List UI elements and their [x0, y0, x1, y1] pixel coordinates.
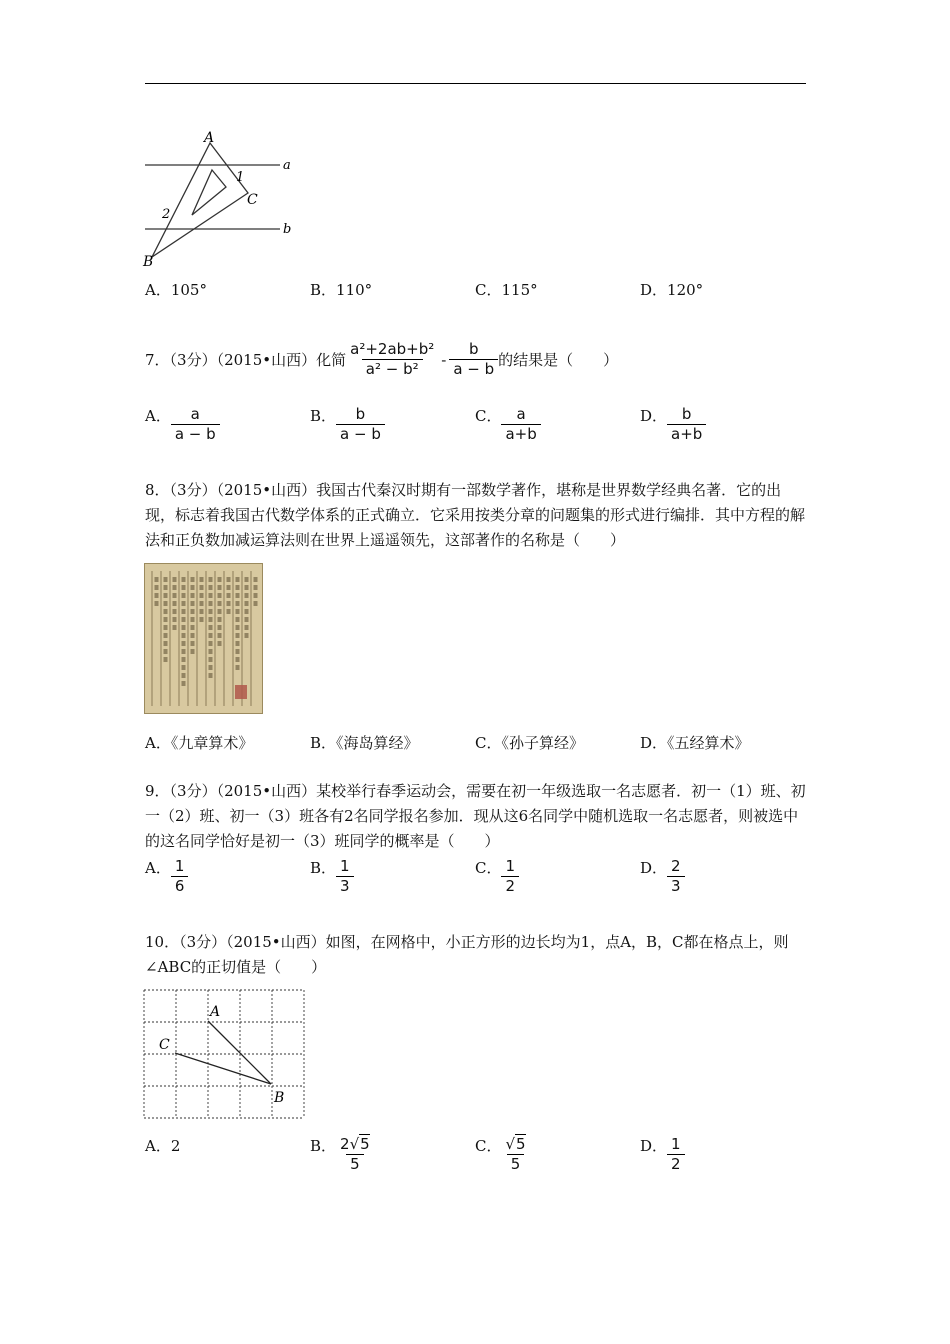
q8-option-b[interactable]: B．《海岛算经》	[310, 734, 419, 752]
q7-fraction-2: $\frac{b}{a - b}$	[449, 340, 498, 379]
set-square-inner	[192, 170, 226, 215]
q6-option-a[interactable]: A．105°	[145, 281, 207, 299]
q10-option-d[interactable]: D． $\frac{1}{2}$	[640, 1135, 685, 1174]
q7-option-a[interactable]: A． $\frac{a}{a - b}$	[145, 405, 220, 444]
set-square-outer	[152, 143, 248, 257]
q8-stem: 8．（3分）（2015•山西）我国古代秦汉时期有一部数学著作，堪称是世界数学经典名著．它的出现，标志着我国古代数学体系的正式确立．它采用按类分章的问题集的形式进行编排．其中方程的解法和正负数加减运算法则在世界上遥遥领先，这部著作的名称是（ ）	[145, 481, 806, 549]
q10-stem: 10．（3分）（2015•山西）如图，在网格中，小正方形的边长均为1，点A，B，C都在格点上，则∠ABC的正切值是（ ）	[145, 933, 789, 976]
q7-option-d[interactable]: D． $\frac{b}{a+b}$	[640, 405, 706, 444]
ancient-book-image	[144, 563, 263, 714]
label-b: b	[283, 222, 292, 237]
q8-option-d[interactable]: D．《五经算术》	[640, 734, 750, 752]
q10-option-a[interactable]: A．2	[145, 1137, 181, 1155]
grid-label-B: B	[274, 1090, 285, 1106]
q10-option-c[interactable]: C． $\frac{√5}{5}$	[475, 1135, 526, 1173]
q6-option-b[interactable]: B．110°	[310, 281, 373, 299]
label-a: a	[283, 158, 291, 173]
label-C: C	[247, 192, 258, 208]
q9-option-a[interactable]: A． $\frac{1}{6}$	[145, 857, 188, 896]
q9-option-b[interactable]: B． $\frac{1}{3}$	[310, 857, 354, 896]
q6-option-c[interactable]: C．115°	[475, 281, 538, 299]
label-angle-2: 2	[162, 207, 171, 222]
label-angle-1: 1	[236, 170, 245, 185]
q7-fraction-1: $\frac{\text{a²+2ab+b²}}{\text{a² − b²}}$	[350, 340, 435, 378]
q6-triangle-figure	[140, 125, 300, 270]
q7-option-c[interactable]: C． $\frac{a}{a+b}$	[475, 405, 541, 444]
q9-option-c[interactable]: C． $\frac{1}{2}$	[475, 857, 519, 896]
q10-grid-figure	[140, 987, 310, 1123]
q10-option-b[interactable]: B． $\frac{2√5}{5}$	[310, 1135, 370, 1173]
q9-option-d[interactable]: D． $\frac{2}{3}$	[640, 857, 685, 896]
grid-label-C: C	[159, 1037, 170, 1053]
q6-option-d[interactable]: D．120°	[640, 281, 704, 299]
label-B: B	[143, 254, 154, 270]
segment-CB	[175, 1053, 271, 1084]
q8-option-a[interactable]: A．《九章算术》	[145, 734, 254, 752]
q8-option-c[interactable]: C．《孙子算经》	[475, 734, 584, 752]
q9-stem: 9．（3分）（2015•山西）某校举行春季运动会，需要在初一年级选取一名志愿者．初一（1）班、初一（2）班、初一（3）班各有2名同学报名参加．现从这6名同学中随机选取一名志愿者，则被选中的这名同学恰好是初一（3）班同学的概率是（ ）	[145, 782, 806, 850]
q7-stem: 7．（3分）（2015•山西）化简 $\frac{\text{a²+2ab+b²}}{\text{a² − b²}}$ - $\frac{b}{a - b}$ 的结果是（ ）	[145, 340, 619, 378]
grid-label-A: A	[210, 1004, 221, 1020]
q7-option-b[interactable]: B． $\frac{b}{a - b}$	[310, 405, 385, 444]
segment-AB	[208, 1021, 271, 1084]
label-A: A	[204, 130, 215, 146]
header-rule	[145, 83, 806, 84]
